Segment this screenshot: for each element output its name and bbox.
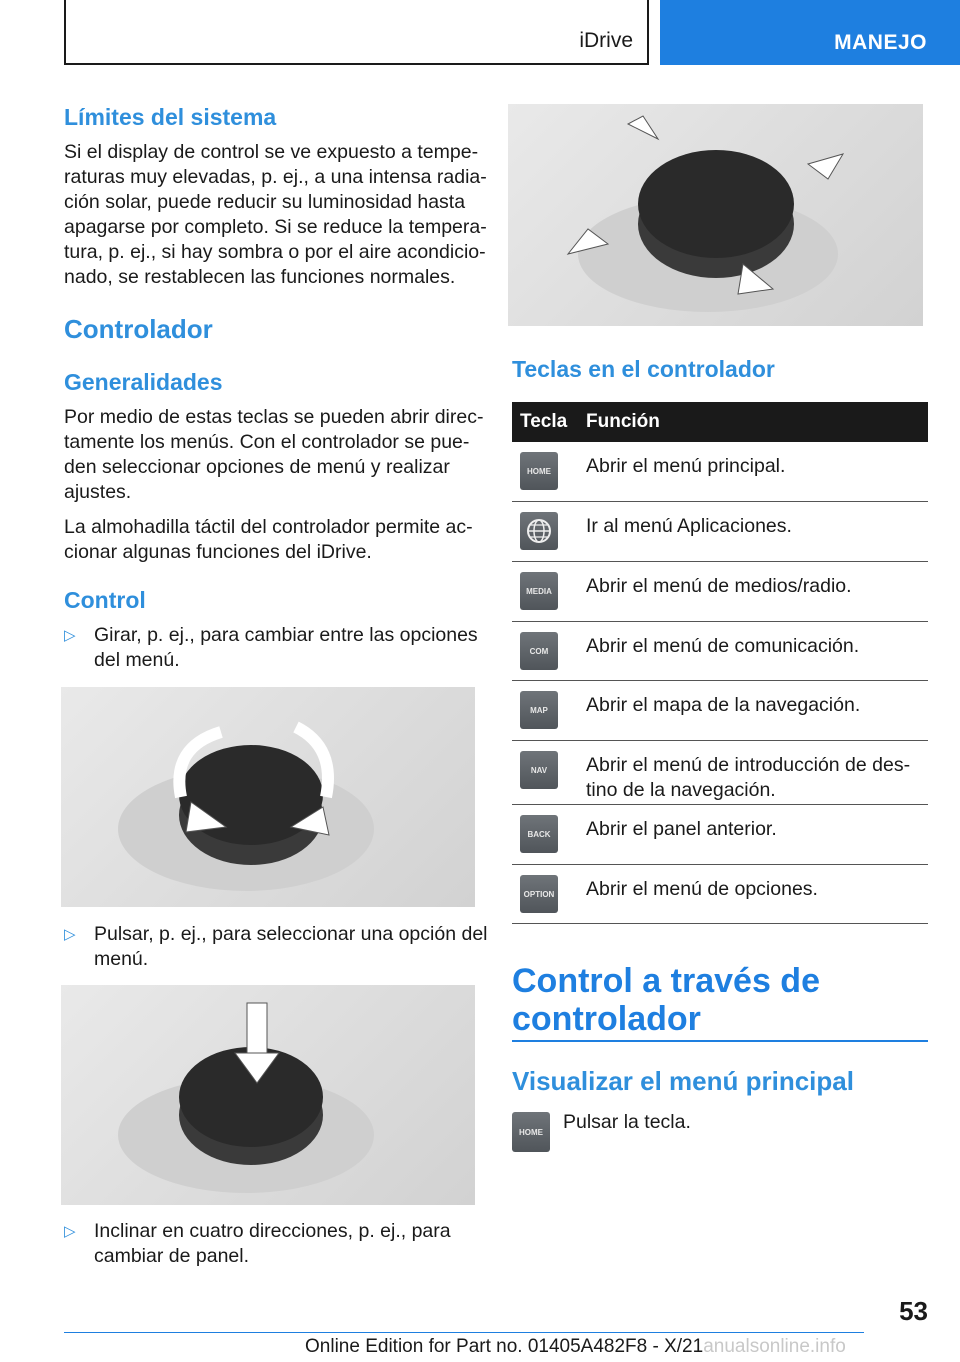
table-row: BACK Abrir el panel anterior. [512,805,928,865]
option-key-icon: OPTION [520,875,558,913]
footer-edition: Online Edition for Part no. 01405A482F8 - X/21anualsonline.info [305,1336,846,1357]
triangle-bullet-icon: ▷ [64,1223,76,1240]
header-key: Tecla [520,411,568,432]
table-row: Ir al menú Aplicaciones. [512,502,928,562]
header-chapter-label: MANEJO [834,31,927,54]
general-title: Generalidades [64,369,223,395]
triangle-bullet-icon: ▷ [64,926,76,943]
table-row: HOME Abrir el menú principal. [512,442,928,502]
header-section-label: iDrive [579,29,633,52]
home-key-icon: HOME [512,1112,550,1152]
header-chapter-box [660,0,960,65]
table-row: OPTION Abrir el menú de opciones. [512,865,928,924]
triangle-bullet-icon: ▷ [64,627,76,644]
general-paragraph-1: Por medio de estas teclas se pueden abrir direc‐ tamente los menús. Con el controlador se pue‐ den seleccionar opciones de menú y realizar ajustes. [64,406,484,503]
nav-key-icon: NAV [520,751,558,789]
table-row: MAP Abrir el mapa de la navegación. [512,681,928,741]
watermark: anualsonline.info [703,1336,846,1357]
table-row: COM Abrir el menú de comunicación. [512,622,928,681]
controller-title: Controlador [64,314,213,344]
bullet-tilt: ▷ Inclinar en cuatro direcciones, p. ej., para cambiar de panel. [64,1220,451,1267]
control-title: Control [64,587,146,613]
bullet-press: ▷ Pulsar, p. ej., para seleccionar una opción del menú. [64,923,488,970]
home-key-icon: HOME [520,452,558,490]
section-rule [512,1040,928,1042]
keys-table [512,402,928,924]
globe-key-icon [520,512,558,550]
controller-rotate-image [61,687,475,907]
keys-title: Teclas en el controlador [512,356,775,382]
header-section-box [64,0,649,65]
table-row: MEDIA Abrir el menú de medios/radio. [512,562,928,622]
com-key-icon: COM [520,632,558,670]
map-key-icon: MAP [520,691,558,729]
back-key-icon: BACK [520,815,558,853]
main-menu-title: Visualizar el menú principal [512,1066,854,1096]
media-key-icon: MEDIA [520,572,558,610]
table-header [512,402,928,442]
controller-tilt-image [508,104,923,326]
limits-title: Límites del sistema [64,104,277,130]
control-via-title: Control a través de controlador [512,962,820,1038]
bullet-rotate: ▷ Girar, p. ej., para cambiar entre las opciones del menú. [64,624,478,671]
limits-paragraph: Si el display de control se ve expuesto a tempe‐ raturas muy elevadas, p. ej., a una intensa radia‐ ción solar, puede reducir su luminosidad hasta apagarse por completo. Si se reduce la tempera‐ tura, p. ej., si hay sombra o por el aire acondicio‐ nado, se restablecen las funciones normales. [64,141,487,288]
table-row: NAV Abrir el menú de introducción de des‐ tino de la navegación. [512,741,928,805]
controller-press-image [61,985,475,1205]
page-number: 53 [899,1296,928,1326]
press-key-text: Pulsar la tecla. [563,1111,691,1133]
header-function: Función [586,411,660,432]
general-paragraph-2: La almohadilla táctil del controlador permite ac‐ cionar algunas funciones del iDrive. [64,516,473,563]
footer-rule [64,1332,864,1333]
